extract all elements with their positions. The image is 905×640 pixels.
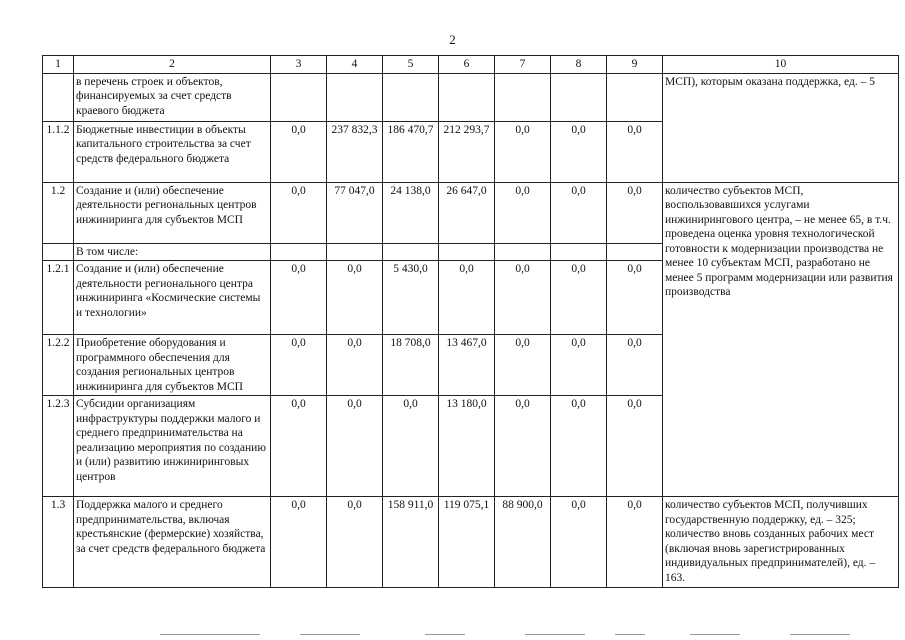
row-name: в перечень строек и объектов, финансируемых за счет средств краевого бюджета (74, 73, 271, 121)
value-cell: 0,0 (551, 335, 607, 396)
row-name: Поддержка малого и среднего предпринимательства, включая крестьянские (фермерские) хозяйства, за счет средств федерального бюджета (74, 497, 271, 588)
value-cell: 0,0 (271, 121, 327, 182)
row-number: 1.1.2 (43, 121, 74, 182)
header-cell: 5 (383, 56, 439, 74)
value-cell: 0,0 (327, 497, 383, 588)
row-number: 1.3 (43, 497, 74, 588)
table-row (43, 497, 899, 588)
value-cell: 0,0 (607, 261, 663, 335)
value-cell: 0,0 (551, 182, 607, 243)
value-cell: 0,0 (271, 396, 327, 497)
header-cell: 2 (74, 56, 271, 74)
row-note: количество субъектов МСП, получивших государственную поддержку, ед. – 325; количество вновь созданных рабочих мест (включая вновь зарегистрированных индивидуальных предпринимателей), ед. – 163. (663, 497, 899, 588)
value-cell: 0,0 (383, 396, 439, 497)
table-row (43, 182, 899, 243)
row-name: Приобретение оборудования и программного обеспечения для создания региональных центров инжиниринга для субъектов МСП (74, 335, 271, 396)
value-cell: 237 832,3 (327, 121, 383, 182)
header-row (43, 56, 899, 74)
value-cell: 0,0 (607, 396, 663, 497)
value-cell: 0,0 (495, 396, 551, 497)
value-cell: 0,0 (551, 121, 607, 182)
value-cell: 0,0 (271, 182, 327, 243)
value-cell: 0,0 (607, 182, 663, 243)
value-cell: 0,0 (327, 396, 383, 497)
value-cell: 212 293,7 (439, 121, 495, 182)
row-name: Создание и (или) обеспечение деятельности региональных центров инжиниринга для субъектов МСП (74, 182, 271, 243)
value-cell: 18 708,0 (383, 335, 439, 396)
value-cell: 0,0 (271, 261, 327, 335)
value-cell: 77 047,0 (327, 182, 383, 243)
header-cell: 6 (439, 56, 495, 74)
header-cell: 9 (607, 56, 663, 74)
row-name: Бюджетные инвестиции в объекты капитального строительства за счет средств федерального бюджета (74, 121, 271, 182)
row-number: 1.2 (43, 182, 74, 243)
value-cell: 119 075,1 (439, 497, 495, 588)
value-cell: 0,0 (495, 335, 551, 396)
row-note: МСП), которым оказана поддержка, ед. – 5 (663, 73, 899, 182)
value-cell: 0,0 (551, 261, 607, 335)
value-cell: 26 647,0 (439, 182, 495, 243)
value-cell: 0,0 (495, 121, 551, 182)
row-name: В том числе: (74, 243, 271, 261)
value-cell: 0,0 (439, 261, 495, 335)
row-number: 1.2.2 (43, 335, 74, 396)
header-cell: 8 (551, 56, 607, 74)
value-cell: 0,0 (327, 261, 383, 335)
value-cell: 24 138,0 (383, 182, 439, 243)
header-cell: 10 (663, 56, 899, 74)
value-cell: 0,0 (607, 335, 663, 396)
scan-artifact-lines (0, 630, 905, 640)
value-cell: 186 470,7 (383, 121, 439, 182)
header-cell: 3 (271, 56, 327, 74)
header-cell: 1 (43, 56, 74, 74)
value-cell: 0,0 (271, 497, 327, 588)
row-name: Субсидии организациям инфраструктуры поддержки малого и среднего предпринимательства на реализацию мероприятия по созданию и (или) развитию инжиниринговых центров (74, 396, 271, 497)
value-cell: 5 430,0 (383, 261, 439, 335)
value-cell: 13 467,0 (439, 335, 495, 396)
value-cell: 13 180,0 (439, 396, 495, 497)
row-note: количество субъектов МСП, воспользовавшихся услугами инжинирингового центра, – не менее 65, в т.ч. проведена оценка уровня технологической готовности к модернизации производства не менее 10 субъектам МСП, разработано не менее 5 программ модернизации или развития производства (663, 182, 899, 497)
header-cell: 7 (495, 56, 551, 74)
measures-table (42, 55, 899, 588)
page-number: 2 (449, 32, 456, 47)
row-number: 1.2.1 (43, 261, 74, 335)
row-name: Создание и (или) обеспечение деятельности регионального центра инжиниринга «Космические системы и технологии» (74, 261, 271, 335)
value-cell: 0,0 (607, 121, 663, 182)
value-cell: 0,0 (551, 497, 607, 588)
value-cell: 158 911,0 (383, 497, 439, 588)
value-cell: 0,0 (327, 335, 383, 396)
value-cell: 0,0 (607, 497, 663, 588)
row-number: 1.2.3 (43, 396, 74, 497)
table-row (43, 73, 899, 121)
value-cell: 0,0 (271, 335, 327, 396)
value-cell: 88 900,0 (495, 497, 551, 588)
value-cell: 0,0 (495, 261, 551, 335)
value-cell: 0,0 (551, 396, 607, 497)
value-cell: 0,0 (495, 182, 551, 243)
header-cell: 4 (327, 56, 383, 74)
